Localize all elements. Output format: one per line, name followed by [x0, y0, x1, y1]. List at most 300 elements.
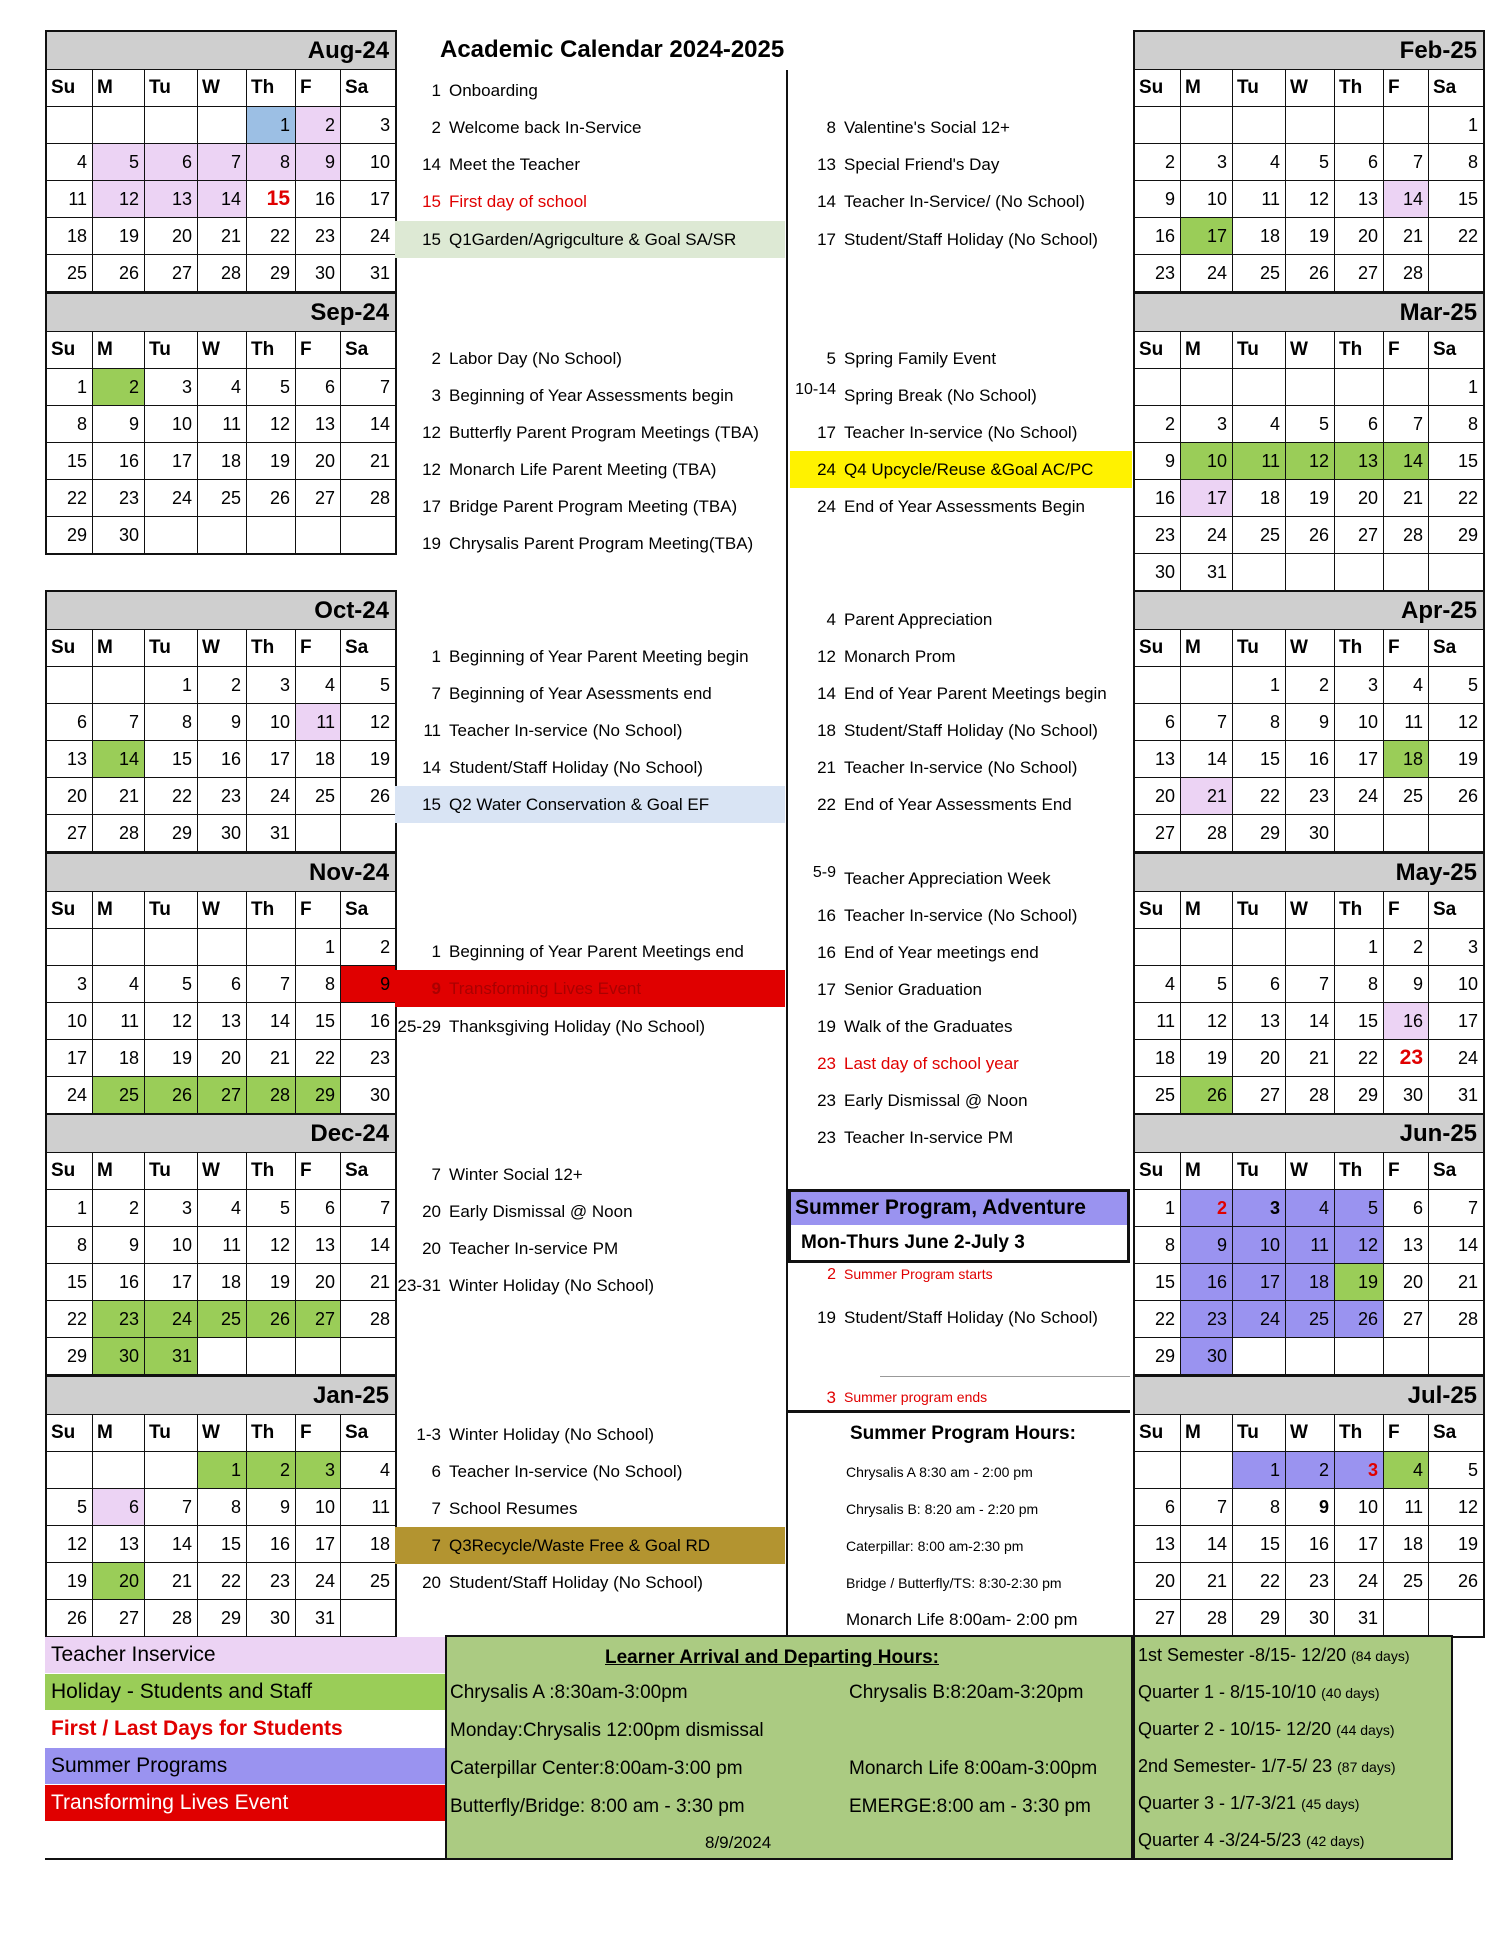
day-cell: 6	[1384, 1190, 1429, 1227]
day-cell: 23	[247, 1563, 296, 1600]
day-cell	[93, 667, 145, 704]
event-text: End of Year Assessments Begin	[844, 497, 1085, 516]
day-cell: 12	[1429, 704, 1484, 741]
day-cell: 1	[1429, 107, 1484, 144]
day-cell: 29	[1429, 517, 1484, 554]
day-cell	[1384, 369, 1429, 406]
day-cell: 2	[1286, 1452, 1335, 1489]
day-cell: 23	[341, 1040, 396, 1077]
event-text: Last day of school year	[844, 1054, 1019, 1073]
semester-label: 1st Semester -8/15- 12/20	[1138, 1645, 1347, 1665]
summer-divider-thin	[880, 1376, 1130, 1377]
day-cell: 20	[1384, 1264, 1429, 1301]
month-calendar-may-25	[1133, 852, 1485, 1115]
day-cell	[93, 1452, 145, 1489]
semester-label: 2nd Semester- 1/7-5/ 23	[1138, 1756, 1333, 1776]
day-cell: 1	[247, 107, 296, 144]
day-cell: 13	[145, 181, 198, 218]
event-date: 9	[431, 979, 441, 998]
day-cell: 2	[1286, 667, 1335, 704]
day-cell: 20	[1233, 1040, 1286, 1077]
day-cell: 27	[1233, 1077, 1286, 1114]
weekday-label: Th	[1335, 332, 1384, 369]
day-cell: 5	[1181, 966, 1233, 1003]
day-cell: 7	[1181, 1489, 1233, 1526]
event-text: Teacher In-service PM	[449, 1239, 619, 1258]
day-cell	[1135, 667, 1181, 704]
day-cell	[1233, 554, 1286, 591]
weekday-label: Th	[247, 332, 296, 369]
day-cell: 6	[93, 1489, 145, 1526]
day-cell: 30	[93, 1338, 145, 1375]
day-cell: 23	[1135, 255, 1181, 292]
day-cell: 11	[1286, 1227, 1335, 1264]
weekday-label: Tu	[145, 892, 198, 929]
day-cell: 10	[145, 406, 198, 443]
day-cell	[198, 107, 247, 144]
day-cell: 6	[47, 704, 93, 741]
day-cell: 5	[1286, 406, 1335, 443]
event-text: Q4 Upcycle/Reuse &Goal AC/PC	[844, 460, 1094, 479]
left-event	[395, 1527, 785, 1564]
day-cell: 29	[47, 1338, 93, 1375]
event-text: End of Year Assessments End	[844, 795, 1072, 814]
right-event	[790, 786, 1132, 823]
event-date: 2	[431, 349, 441, 368]
day-cell: 1	[1233, 667, 1286, 704]
day-cell: 24	[1233, 1301, 1286, 1338]
day-cell: 14	[1429, 1227, 1484, 1264]
legend-item: Teacher Inservice	[45, 1637, 445, 1673]
day-cell: 19	[1335, 1264, 1384, 1301]
day-cell	[47, 107, 93, 144]
day-cell: 19	[1286, 480, 1335, 517]
weekday-label: Su	[1135, 630, 1181, 667]
event-text: First day of school	[449, 192, 587, 211]
event-date: 13	[817, 155, 836, 174]
event-date: 23-31	[397, 1276, 441, 1295]
event-date: 14	[422, 155, 441, 174]
right-event	[790, 860, 1132, 897]
day-cell: 9	[247, 1489, 296, 1526]
event-text: Winter Holiday (No School)	[449, 1276, 655, 1295]
day-cell: 7	[341, 1190, 396, 1227]
event-text: Beginning of Year Parent Meetings end	[449, 942, 744, 961]
semester-item	[1138, 1674, 1379, 1711]
day-cell: 18	[1233, 218, 1286, 255]
semester-label: Quarter 4 -3/24-5/23	[1138, 1830, 1302, 1850]
right-event	[790, 1045, 1132, 1082]
day-cell: 27	[93, 1600, 145, 1637]
arrival-butterfly: Butterfly/Bridge: 8:00 am - 3:30 pm	[450, 1796, 745, 1817]
event-text: Bridge Parent Program Meeting (TBA)	[449, 497, 738, 516]
day-cell: 8	[1233, 1489, 1286, 1526]
day-cell	[1429, 1600, 1484, 1637]
month-title: Feb-25	[1135, 32, 1484, 70]
day-cell: 13	[1384, 1227, 1429, 1264]
day-cell: 12	[93, 181, 145, 218]
weekday-label: Sa	[1429, 892, 1484, 929]
day-cell: 17	[341, 181, 396, 218]
day-cell	[1384, 554, 1429, 591]
weekday-label: Su	[47, 892, 93, 929]
day-cell: 7	[1384, 406, 1429, 443]
weekday-label: Su	[1135, 1415, 1181, 1452]
weekday-label: Su	[47, 630, 93, 667]
event-text: Summer program ends	[844, 1389, 988, 1405]
day-cell: 27	[1135, 815, 1181, 852]
document-title: Academic Calendar 2024-2025	[440, 36, 785, 63]
event-date: 4	[826, 610, 836, 629]
day-cell: 13	[296, 1227, 341, 1264]
day-cell: 26	[247, 480, 296, 517]
semester-days: (84 days)	[1351, 1648, 1410, 1664]
day-cell: 11	[198, 406, 247, 443]
month-title: May-25	[1135, 854, 1484, 892]
day-cell: 21	[93, 778, 145, 815]
day-cell: 4	[93, 966, 145, 1003]
event-date: 19	[817, 1308, 836, 1327]
day-cell: 18	[341, 1526, 396, 1563]
event-text: Teacher In-service (No School)	[844, 906, 1078, 925]
day-cell: 18	[93, 1040, 145, 1077]
day-cell	[1286, 1338, 1335, 1375]
day-cell: 14	[1384, 181, 1429, 218]
event-date: 6	[431, 1462, 441, 1481]
event-date: 15	[422, 192, 441, 211]
weekday-label: Tu	[145, 1153, 198, 1190]
day-cell: 10	[1335, 1489, 1384, 1526]
legend-item: Summer Programs	[45, 1748, 445, 1784]
event-date: 1	[431, 942, 441, 961]
semester-days: (87 days)	[1337, 1759, 1396, 1775]
day-cell	[93, 107, 145, 144]
day-cell: 11	[296, 704, 341, 741]
day-cell: 18	[1384, 741, 1429, 778]
event-text: Early Dismissal @ Noon	[449, 1202, 633, 1221]
day-cell: 4	[296, 667, 341, 704]
summer-program-dates: Mon-Thurs June 2-July 3	[788, 1225, 1130, 1263]
event-date: 16	[817, 906, 836, 925]
event-text: Chrysalis Parent Program Meeting(TBA)	[449, 534, 754, 553]
day-cell: 5	[341, 667, 396, 704]
summer-divider	[788, 1410, 1130, 1413]
day-cell: 25	[198, 480, 247, 517]
day-cell: 17	[247, 741, 296, 778]
day-cell: 10	[1233, 1227, 1286, 1264]
day-cell: 25	[296, 778, 341, 815]
day-cell: 4	[1286, 1190, 1335, 1227]
weekday-label: M	[1181, 332, 1233, 369]
day-cell: 18	[1233, 480, 1286, 517]
right-event	[790, 638, 1132, 675]
right-event	[790, 601, 1132, 638]
day-cell: 4	[47, 144, 93, 181]
event-date: 1-3	[416, 1425, 441, 1444]
day-cell: 22	[296, 1040, 341, 1077]
day-cell	[341, 1338, 396, 1375]
day-cell: 30	[1135, 554, 1181, 591]
arrival-title: Learner Arrival and Departing Hours:	[605, 1647, 939, 1668]
day-cell: 21	[1384, 480, 1429, 517]
day-cell: 21	[1181, 778, 1233, 815]
day-cell: 29	[1233, 815, 1286, 852]
day-cell: 31	[296, 1600, 341, 1637]
weekday-label: Th	[247, 1415, 296, 1452]
document-date: 8/9/2024	[705, 1833, 772, 1852]
event-text: Thanksgiving Holiday (No School)	[449, 1017, 706, 1036]
day-cell: 16	[1286, 741, 1335, 778]
day-cell	[1335, 369, 1384, 406]
event-date: 23	[817, 1054, 836, 1073]
event-date: 1	[431, 81, 441, 100]
day-cell: 12	[247, 406, 296, 443]
day-cell: 27	[296, 480, 341, 517]
weekday-label: W	[198, 1153, 247, 1190]
event-text: Teacher In-service (No School)	[449, 1462, 683, 1481]
left-event	[395, 1564, 785, 1601]
day-cell: 21	[1429, 1264, 1484, 1301]
day-cell	[296, 815, 341, 852]
weekday-label: W	[1286, 1415, 1335, 1452]
right-event	[790, 183, 1132, 220]
weekday-label: F	[1384, 892, 1429, 929]
day-cell: 29	[145, 815, 198, 852]
day-cell	[47, 929, 93, 966]
day-cell: 1	[1429, 369, 1484, 406]
day-cell: 3	[1181, 406, 1233, 443]
day-cell: 16	[198, 741, 247, 778]
day-cell: 10	[1335, 704, 1384, 741]
day-cell: 6	[198, 966, 247, 1003]
day-cell: 9	[296, 144, 341, 181]
day-cell: 21	[1384, 218, 1429, 255]
day-cell: 5	[93, 144, 145, 181]
weekday-label: F	[296, 332, 341, 369]
day-cell: 27	[1135, 1600, 1181, 1637]
day-cell: 20	[47, 778, 93, 815]
weekday-label: F	[1384, 332, 1429, 369]
right-event	[790, 1262, 1132, 1299]
weekday-label: M	[93, 630, 145, 667]
day-cell: 29	[1135, 1338, 1181, 1375]
day-cell: 6	[296, 1190, 341, 1227]
weekday-label: Tu	[1233, 70, 1286, 107]
day-cell: 28	[1181, 1600, 1233, 1637]
month-title: Jul-25	[1135, 1377, 1484, 1415]
day-cell: 30	[93, 517, 145, 554]
day-cell: 2	[341, 929, 396, 966]
day-cell: 13	[198, 1003, 247, 1040]
day-cell: 4	[1384, 667, 1429, 704]
day-cell: 29	[247, 255, 296, 292]
day-cell: 21	[247, 1040, 296, 1077]
day-cell: 25	[1384, 778, 1429, 815]
right-event	[790, 1299, 1132, 1336]
weekday-label: Th	[1335, 70, 1384, 107]
semester-item	[1138, 1822, 1364, 1859]
event-text: Monarch Prom	[844, 647, 956, 666]
semester-item	[1138, 1785, 1359, 1822]
day-cell: 24	[1181, 517, 1233, 554]
day-cell: 17	[1181, 480, 1233, 517]
day-cell	[1135, 1452, 1181, 1489]
semester-days: (42 days)	[1306, 1833, 1365, 1849]
day-cell: 24	[296, 1563, 341, 1600]
weekday-label: M	[93, 892, 145, 929]
right-event	[790, 1082, 1132, 1119]
day-cell	[1286, 107, 1335, 144]
day-cell: 23	[93, 480, 145, 517]
weekday-label: F	[296, 892, 341, 929]
weekday-label: Tu	[145, 332, 198, 369]
day-cell: 11	[341, 1489, 396, 1526]
legend-item: Transforming Lives Event	[45, 1785, 445, 1821]
day-cell: 8	[296, 966, 341, 1003]
day-cell	[1135, 369, 1181, 406]
legend-bottom-line	[45, 1858, 445, 1860]
day-cell: 26	[1335, 1301, 1384, 1338]
weekday-label: Sa	[1429, 70, 1484, 107]
day-cell: 18	[198, 443, 247, 480]
day-cell: 16	[93, 443, 145, 480]
weekday-label: Th	[1335, 1415, 1384, 1452]
day-cell: 26	[1429, 1563, 1484, 1600]
weekday-label: Sa	[341, 70, 396, 107]
event-text: Student/Staff Holiday (No School)	[449, 758, 703, 777]
day-cell	[1181, 369, 1233, 406]
day-cell: 20	[296, 1264, 341, 1301]
right-event	[790, 109, 1132, 146]
weekday-label: Sa	[1429, 630, 1484, 667]
right-event	[790, 934, 1132, 971]
month-title: Apr-25	[1135, 592, 1484, 630]
day-cell: 20	[1135, 1563, 1181, 1600]
weekday-label: Sa	[341, 892, 396, 929]
day-cell: 22	[145, 778, 198, 815]
day-cell: 26	[93, 255, 145, 292]
right-event	[790, 451, 1132, 488]
day-cell: 27	[145, 255, 198, 292]
weekday-label: W	[1286, 332, 1335, 369]
day-cell	[247, 1338, 296, 1375]
day-cell	[1233, 929, 1286, 966]
day-cell: 1	[47, 369, 93, 406]
day-cell: 25	[93, 1077, 145, 1114]
weekday-label: Su	[1135, 332, 1181, 369]
day-cell	[1181, 107, 1233, 144]
weekday-label: Su	[47, 70, 93, 107]
weekday-label: Su	[1135, 892, 1181, 929]
weekday-label: F	[296, 630, 341, 667]
day-cell: 17	[1181, 218, 1233, 255]
day-cell: 30	[198, 815, 247, 852]
day-cell	[1135, 929, 1181, 966]
day-cell: 28	[198, 255, 247, 292]
day-cell: 3	[145, 1190, 198, 1227]
day-cell: 13	[93, 1526, 145, 1563]
day-cell: 2	[1135, 406, 1181, 443]
weekday-label: Tu	[1233, 1153, 1286, 1190]
day-cell: 6	[296, 369, 341, 406]
weekday-label: W	[198, 332, 247, 369]
day-cell: 3	[341, 107, 396, 144]
day-cell: 13	[296, 406, 341, 443]
day-cell: 11	[93, 1003, 145, 1040]
day-cell: 2	[1384, 929, 1429, 966]
day-cell: 27	[1384, 1301, 1429, 1338]
day-cell: 14	[145, 1526, 198, 1563]
day-cell: 15	[1233, 1526, 1286, 1563]
day-cell	[1135, 107, 1181, 144]
month-title: Oct-24	[47, 592, 396, 630]
weekday-label: Th	[1335, 892, 1384, 929]
day-cell: 7	[247, 966, 296, 1003]
event-date: 22	[817, 795, 836, 814]
day-cell: 25	[198, 1301, 247, 1338]
event-text: Senior Graduation	[844, 980, 982, 999]
weekday-label: Su	[47, 1153, 93, 1190]
day-cell: 23	[296, 218, 341, 255]
day-cell	[1335, 1338, 1384, 1375]
day-cell: 7	[1429, 1190, 1484, 1227]
month-calendar-feb-25	[1133, 30, 1485, 293]
day-cell	[341, 517, 396, 554]
event-text: Winter Holiday (No School)	[449, 1425, 655, 1444]
weekday-label: Sa	[1429, 1153, 1484, 1190]
day-cell: 10	[47, 1003, 93, 1040]
day-cell	[1384, 815, 1429, 852]
day-cell: 29	[198, 1600, 247, 1637]
left-event	[395, 1230, 785, 1267]
semester-label: Quarter 3 - 1/7-3/21	[1138, 1793, 1297, 1813]
weekday-label: Sa	[341, 1415, 396, 1452]
day-cell: 28	[145, 1600, 198, 1637]
right-event	[790, 675, 1132, 712]
day-cell: 31	[1335, 1600, 1384, 1637]
day-cell: 25	[47, 255, 93, 292]
month-title: Sep-24	[47, 294, 396, 332]
event-date: 17	[817, 230, 836, 249]
day-cell: 5	[247, 1190, 296, 1227]
semester-days: (45 days)	[1301, 1796, 1360, 1812]
left-event	[395, 414, 785, 451]
day-cell: 5	[145, 966, 198, 1003]
day-cell: 6	[1135, 704, 1181, 741]
day-cell: 25	[1384, 1563, 1429, 1600]
month-calendar-jun-25	[1133, 1113, 1485, 1376]
weekday-label: W	[198, 70, 247, 107]
weekday-label: F	[296, 70, 341, 107]
weekday-label: Sa	[341, 1153, 396, 1190]
day-cell: 2	[1181, 1190, 1233, 1227]
day-cell: 12	[145, 1003, 198, 1040]
event-date: 15	[422, 230, 441, 249]
day-cell: 17	[145, 1264, 198, 1301]
event-text: Beginning of Year Assessments begin	[449, 386, 734, 405]
day-cell	[145, 929, 198, 966]
right-event	[790, 971, 1132, 1008]
weekday-label: Tu	[145, 630, 198, 667]
day-cell: 26	[1429, 778, 1484, 815]
event-date: 23	[817, 1091, 836, 1110]
day-cell	[1384, 107, 1429, 144]
day-cell: 25	[1233, 255, 1286, 292]
summer-hours-item: Monarch Life 8:00am- 2:00 pm	[846, 1610, 1078, 1629]
event-text: Walk of the Graduates	[844, 1017, 1013, 1036]
semester-label: Quarter 2 - 10/15- 12/20	[1138, 1719, 1332, 1739]
summer-program-title: Summer Program, Adventure	[788, 1189, 1130, 1225]
